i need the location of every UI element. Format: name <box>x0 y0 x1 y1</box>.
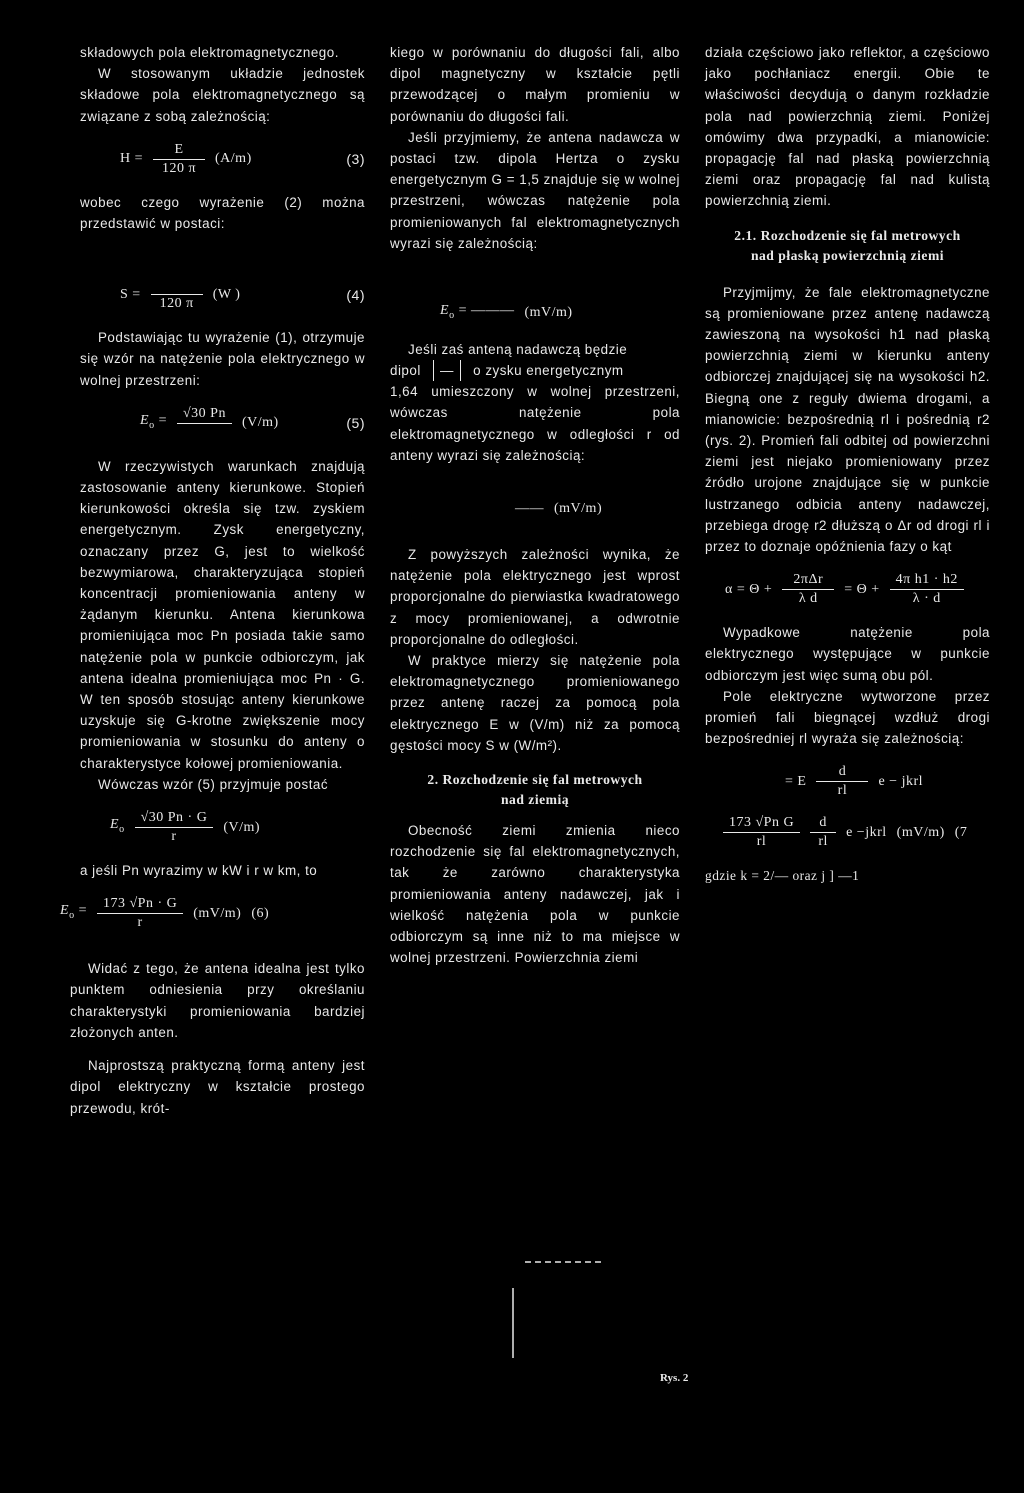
equation-number: (3) <box>346 151 365 168</box>
fraction <box>135 809 214 846</box>
paragraph: Wówczas wzór (5) przyjmuje postać <box>98 776 329 792</box>
denominator: 120 π <box>161 160 197 176</box>
numerator: E <box>153 141 205 160</box>
paragraph: Pole elektryczne wytworzone przez promień fali biegnącej wzdłuż drogi bezpośredniej rl wyraża się zależnością: <box>705 688 990 747</box>
unit: (W ) <box>212 286 241 302</box>
denominator: λ d <box>798 591 818 607</box>
formula-hertz <box>390 302 680 325</box>
paragraph: działa częściowo jako reflektor, a częściowo jako pochłaniacz energii. Obie te właściwości decydują o danym rozkładzie pola nad powierzchnią ziemi. Poniżej omówimy dwa przypadki, a mianowicie: propagację fal nad płaską powierzchnią ziemi oraz propagację fal nad kulistą powierzchnią ziemi. <box>705 45 990 209</box>
unit: (A/m) <box>215 151 252 167</box>
fraction <box>151 276 203 313</box>
paragraph: Podstawiając tu wyrażenie (1), otrzymuje się wzór na natężenie pola elektrycznego w wolnej przestrzeni: <box>80 330 365 388</box>
unit: (mV/m) <box>524 305 573 321</box>
figure-rys2 <box>505 1248 975 1388</box>
formula-mid: = Θ + <box>844 581 880 597</box>
paragraph: Jeśli zaś anteną nadawczą będzie <box>408 341 628 357</box>
denominator: rl <box>756 834 767 850</box>
numerator: 173 √Pn · G <box>97 895 183 914</box>
denominator: rl <box>837 783 848 799</box>
fraction <box>890 571 964 608</box>
formula-3 <box>80 141 365 178</box>
heading-line: nad płaską powierzchnią ziemi <box>750 247 945 263</box>
fraction-bar: —— <box>515 501 544 517</box>
fraction <box>723 814 800 851</box>
symbol-e: E <box>110 817 120 833</box>
paragraph: Najprostszą praktyczną formą anteny jest dipol elektryczny w kształcie prostego przewodu, krót- <box>70 1058 365 1116</box>
exponent: e −jkrl <box>846 824 887 840</box>
formula-lhs: S = <box>120 286 141 302</box>
numerator: 2πΔr <box>782 571 834 590</box>
figure-caption: Rys. 2 <box>660 1372 689 1384</box>
numerator: d <box>816 763 868 782</box>
numerator: 4π h1 · h2 <box>890 571 964 590</box>
symbol-e: E <box>440 303 450 319</box>
formula-direct <box>705 763 990 800</box>
formula-lhs: $E_o$ = <box>60 903 87 922</box>
numerator: √30 Pn · G <box>135 809 214 828</box>
formula-lhs: H = <box>120 151 144 167</box>
numerator: √30 Pn <box>177 405 232 424</box>
equation-number: (5) <box>346 415 365 432</box>
fraction <box>782 571 834 608</box>
equation-number: (7 <box>954 824 968 840</box>
formula-lhs: $E_o$ = ——— <box>440 303 515 321</box>
denominator: r <box>171 829 177 845</box>
formula-5b <box>80 809 365 846</box>
fraction <box>177 405 232 442</box>
fraction <box>816 763 868 800</box>
formula-7 <box>705 814 990 851</box>
paragraph: Jeśli przyjmiemy, że antena nadawcza w postaci tzw. dipola Hertza o zysku energetycznym G = 1,5 znajduje się w wolnej przestrzeni, wówczas natężenie pola promieniowanych fal elektromagnetycznych wyrazi się zależnością: <box>390 129 680 251</box>
denominator: rl <box>818 834 828 850</box>
heading-line: nad ziemią <box>500 792 570 808</box>
denominator: r <box>137 915 143 931</box>
column-left <box>60 42 365 1119</box>
symbol-e: E <box>140 412 150 428</box>
unit: (mV/m) <box>554 501 603 517</box>
paragraph: Widać z tego, że antena idealna jest tylko punktem odniesienia przy określaniu charakterystyki promieniowania bardziej złożonych anten. <box>70 961 365 1040</box>
text: o zysku energetycznym <box>473 363 624 379</box>
formula-lhs: $E_o$ = <box>140 412 167 431</box>
formula-lhs: = E <box>785 773 807 789</box>
paragraph: kiego w porównaniu do długości fali, albo dipol magnetyczny w kształcie pętli przewodzącej o małym promieniu w porównaniu do długości fali. <box>390 45 680 124</box>
formula-lhs: α = Θ + <box>725 581 773 597</box>
equation-number: (6) <box>251 905 270 921</box>
unit: (mV/m) <box>896 824 945 840</box>
paragraph: wobec czego wyrażenie (2) można przedstawić w postaci: <box>80 194 365 232</box>
paragraph: Z powyższych zależności wynika, że natężenie pola elektrycznego jest wprost proporcjonalne do pierwiastka kwadratowego z mocy promieniowanej, a odwrotnie proporcjonalne do odległości. <box>390 547 680 647</box>
dipole-symbol: — <box>433 360 461 381</box>
section-heading <box>705 226 990 266</box>
paragraph: Obecność ziemi zmienia nieco rozchodzenie się fal elektromagnetycznych, tak że zarówno charakterystyka promieniowania anteny nadawczej, jak i wielkość natężenia pola w punkcie odbiorczym są inne niż to ma miejsce w wolnej przestrzeni. Powierzchnia ziemi <box>390 823 680 966</box>
text: dipol <box>390 363 421 379</box>
fraction <box>810 814 836 851</box>
paragraph <box>390 360 680 381</box>
unit: (V/m) <box>223 819 261 835</box>
formula-6 <box>20 895 365 932</box>
equation-number: (4) <box>346 286 365 303</box>
heading-line: 2.1. Rozchodzenie się fal metrowych <box>734 227 961 243</box>
unit: (V/m) <box>241 415 279 431</box>
formula-4 <box>80 276 365 313</box>
formula-dipole <box>390 500 680 518</box>
paragraph: W rzeczywistych warunkach znajdują zastosowanie anteny kierunkowe. Stopień kierunkowości określa się tzw. zyskiem energetycznym. Zysk energetyczny, oznaczany przez G, jest to wielkość bezwymiarowa, charakteryzująca stopień koncentracji promieniowania anteny w żądanym kierunku. Antena kierunkowa promieniująca moc Pn posiada takie samo natężenie pola w punkcie odbiorczym, jak antena idealna promieniująca moc Pn · G. W ten sposób stosując anteny kierunkowe uzyskuje się G-krotne zwiększenie mocy promieniowania w stosunku do anteny o charakterystyce kołowej promieniowania. <box>80 458 365 771</box>
fraction <box>153 141 205 178</box>
column-middle <box>390 42 680 969</box>
numerator: d <box>810 814 836 833</box>
column-right <box>705 42 990 887</box>
formula-lhs: $E_o$ <box>110 817 125 835</box>
paragraph: W praktyce mierzy się natężenie pola elektromagnetycznego promieniowanego przez antenę raczej za pomocą pola elektrycznego E w (V/m) niż za pomocą gęstości mocy S w (W/m²). <box>390 653 680 753</box>
denominator <box>196 424 212 442</box>
exponent: e − jkrl <box>878 773 924 789</box>
paragraph: W stosowanym układzie jednostek składowe pola elektromagnetycznego są związane z sobą zależnością: <box>80 66 365 124</box>
paragraph: Wypadkowe natężenie pola elektrycznego występujące w punkcie odbiorczym jest więc sumą obu pól. <box>705 625 990 683</box>
unit: (mV/m) <box>193 905 242 921</box>
paragraph: a jeśli Pn wyrazimy w kW i r w km, to <box>80 863 318 879</box>
section-heading <box>390 770 680 810</box>
paragraph: składowych pola elektromagnetycznego. <box>80 45 339 60</box>
numerator: 173 √Pn G <box>723 814 800 833</box>
formula-5 <box>80 405 365 442</box>
paragraph: Przyjmijmy, że fale elektromagnetyczne są promieniowane przez antenę nadawczą zawieszoną na wysokości h1 nad płaską powierzchnią ziemi w kierunku anteny odbiorczej znajdującej się na wysokości h2. Biegną one z reguły dwiema drogami, a mianowicie: bezpośrednią rl i pośrednią r2 (rys. 2). Promień fali odbitej od powierzchni ziemi jest niejako promieniowany przez źródło urojone znajdujące się w punkcie lustrzanego odbicia anteny nadawczej, przebiega drogę r2 dłuższą o Δr od drogi rl i przez to doznaje opóźnienia fazy o kąt <box>705 284 990 555</box>
numerator <box>151 276 203 295</box>
formula-k: gdzie k = 2/— oraz j ] —1 <box>705 868 860 884</box>
heading-line: 2. Rozchodzenie się fal metrowych <box>427 772 643 788</box>
denominator: λ · d <box>912 591 941 607</box>
fraction <box>97 895 183 932</box>
symbol-e: E <box>60 903 70 919</box>
paragraph: 1,64 umieszczony w wolnej przestrzeni, wówczas natężenie pola elektromagnetycznego w odległości r od anteny wyrazi się zależnością: <box>390 384 680 463</box>
denominator: 120 π <box>159 296 194 312</box>
formula-phase <box>705 571 990 608</box>
